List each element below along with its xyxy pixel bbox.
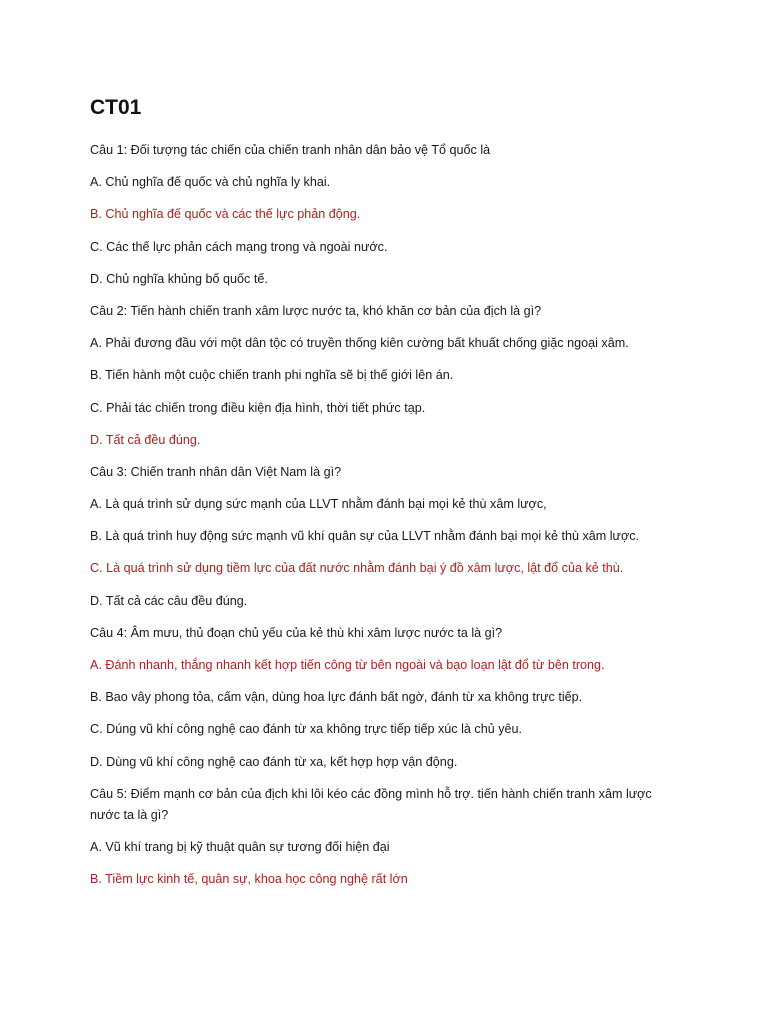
answer-option: A. Vũ khí trang bị kỹ thuật quân sự tương đối hiện đại [90,839,390,854]
answer-option: B. Tiến hành một cuộc chiến tranh phi nghĩa sẽ bị thế giới lên án. [90,368,454,383]
answer-option: B. Bao vây phong tỏa, cấm vận, dùng hoa lực đánh bất ngờ, đánh từ xa không trực tiếp. [90,690,583,705]
correct-answer-option: B. Tiềm lực kinh tế, quân sự, khoa học công nghệ rất lớn [90,872,408,887]
correct-answer-option: C. Là quá trình sử dụng tiềm lực của đất nước nhằm đánh bại ý đồ xâm lược, lật đổ của kẻ thù. [90,561,624,576]
correct-answer-option: B. Chủ nghĩa đế quốc và các thế lực phản động. [90,207,361,222]
answer-option: C. Các thế lực phản cách mạng trong và ngoài nước. [90,239,388,254]
correct-answer-option: D. Tất cả đều đúng. [90,432,201,447]
correct-answer-option: A. Đánh nhanh, thắng nhanh kết hợp tiến công từ bên ngoài và bạo loạn lật đổ từ bên trong. [90,658,605,672]
answer-option: D. Chủ nghĩa khủng bố quốc tế. [90,271,268,286]
answer-option: C. Phải tác chiến trong điều kiện địa hình, thời tiết phức tạp. [90,400,426,415]
answer-option: B. Là quá trình huy động sức mạnh vũ khí quân sự của LLVT nhằm đánh bại mọi kẻ thù xâm lược. [90,529,640,544]
question-text: Câu 4: Âm mưu, thủ đoạn chủ yếu của kẻ thù khi xâm lược nước ta là gì? [90,625,503,640]
document-page [90,93,670,901]
answer-option: A. Là quá trình sử dụng sức mạnh của LLVT nhằm đánh bại mọi kẻ thù xâm lược, [90,497,547,512]
question-text: Câu 2: Tiến hành chiến tranh xâm lược nước ta, khó khăn cơ bản của địch là gì? [90,303,542,318]
answer-option: A. Chủ nghĩa đế quốc và chủ nghĩa ly khai. [90,175,331,190]
answer-option: D. Dùng vũ khí công nghệ cao đánh từ xa, kết hợp hợp vận động. [90,754,458,769]
answer-option: D. Tất cả các câu đều đúng. [90,593,248,608]
question-list [90,140,670,890]
question-text: Câu 1: Đối tượng tác chiến của chiến tranh nhân dân bảo vệ Tổ quốc là [90,143,491,157]
answer-option: C. Dúng vũ khí công nghệ cao đánh từ xa không trực tiếp tiếp xúc là chủ yêu. [90,722,523,737]
question-text: Câu 5: Điểm mạnh cơ bản của địch khi lôi kéo các đồng mình hỗ trợ. tiến hành chiến tranh xâm lược nước ta là gì? [90,786,652,822]
document-title: CT01 [90,96,142,119]
answer-option: A. Phải đương đầu với một dân tộc có truyền thống kiên cường bất khuất chống giặc ngoại xâm. [90,336,629,351]
question-text: Câu 3: Chiến tranh nhân dân Việt Nam là gì? [90,464,342,479]
